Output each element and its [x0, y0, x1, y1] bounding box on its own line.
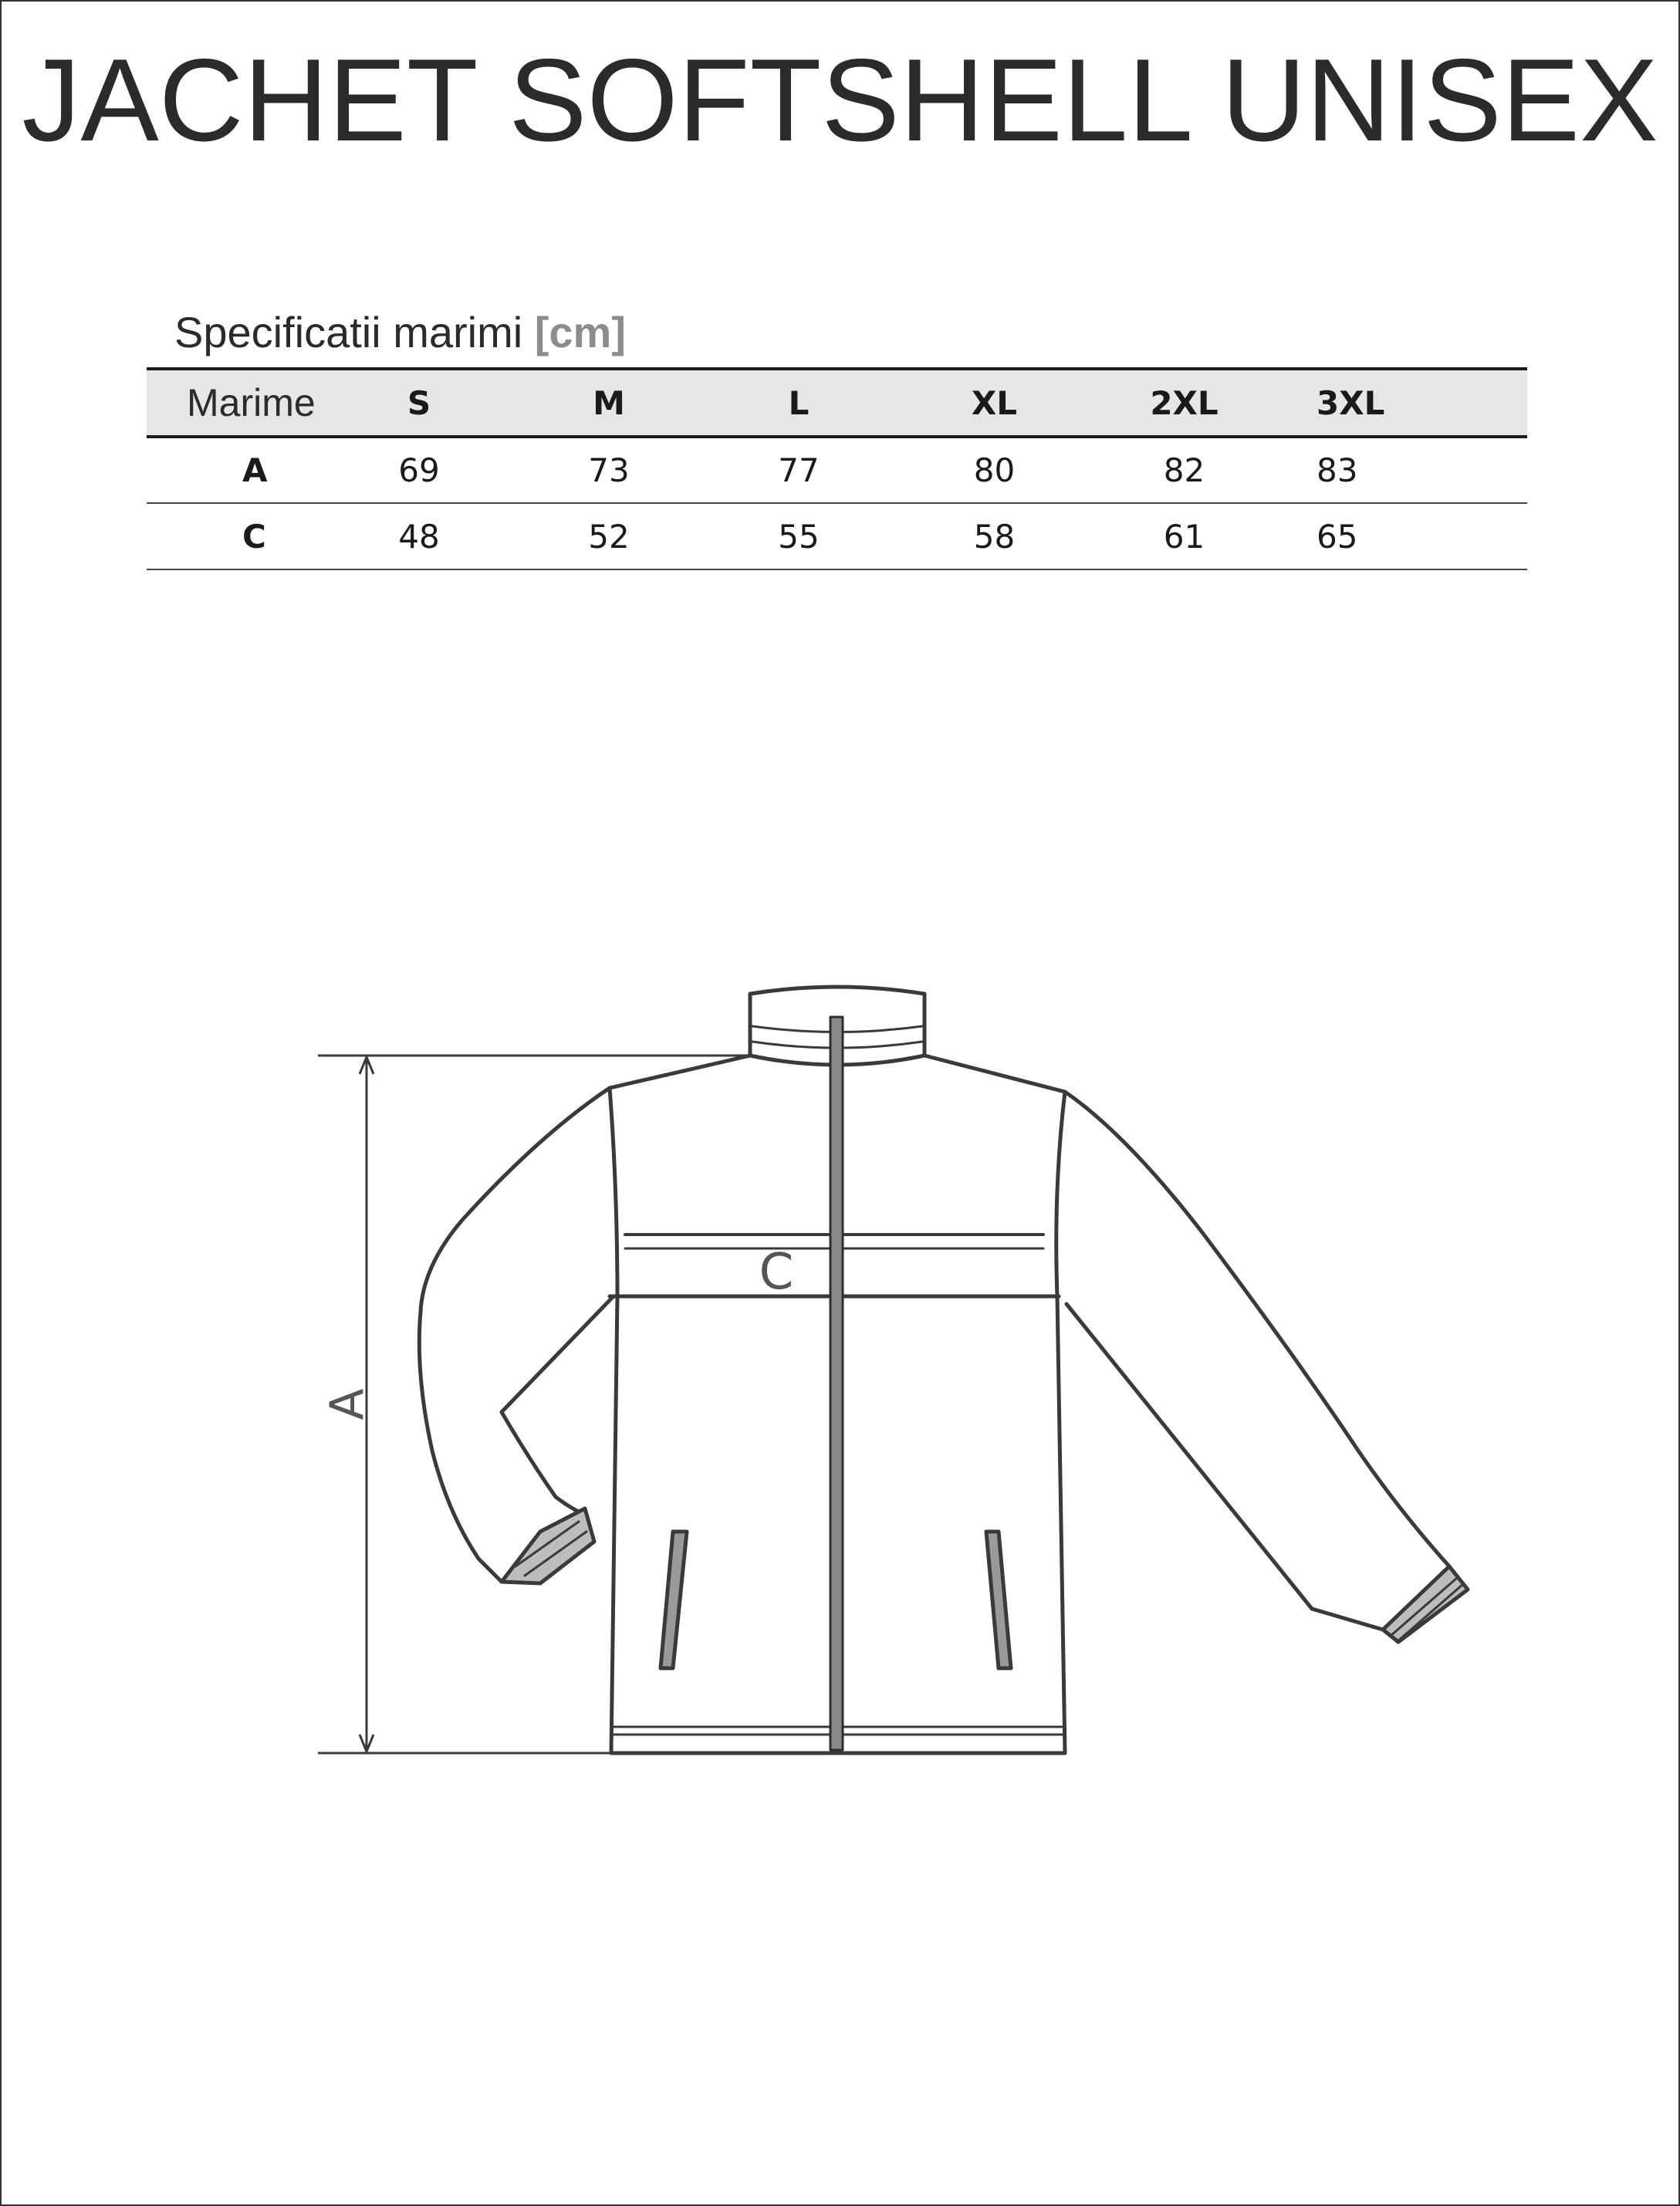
table-cell: 65 — [1317, 517, 1358, 556]
header-size: XL — [971, 383, 1018, 422]
left-shoulder — [610, 1056, 750, 1088]
caption-unit: [cm] — [534, 308, 626, 356]
table-header-row — [147, 369, 1527, 437]
table-cell: 61 — [1163, 517, 1205, 556]
row-label-c: C — [242, 517, 266, 556]
jacket-diagram — [0, 926, 1680, 1887]
header-size: 3XL — [1317, 383, 1385, 422]
table-cell: 82 — [1163, 451, 1205, 489]
header-size: 2XL — [1150, 383, 1219, 422]
header-size: S — [407, 383, 431, 422]
size-table — [147, 367, 1527, 570]
body-right-side — [1056, 1092, 1065, 1753]
header-marime: Marime — [187, 381, 316, 424]
table-cell: 83 — [1317, 451, 1358, 489]
right-sleeve — [1065, 1092, 1449, 1566]
left-cuff — [502, 1508, 594, 1583]
page-title: JACHET SOFTSHELL UNISEX — [22, 35, 1658, 166]
table-cell: 80 — [973, 451, 1016, 489]
right-shoulder — [925, 1056, 1065, 1092]
table-cell: 77 — [778, 451, 820, 489]
label-a: A — [320, 1388, 374, 1421]
measure-a — [318, 1056, 750, 1753]
right-sleeve-inner — [1066, 1304, 1383, 1630]
row-label-a: A — [242, 451, 268, 489]
table-caption — [174, 307, 626, 357]
table-row — [147, 503, 1527, 569]
table-cell: 55 — [778, 517, 820, 556]
right-pocket — [986, 1532, 1011, 1668]
table-cell: 73 — [588, 451, 630, 489]
header-size: L — [788, 383, 810, 422]
left-pocket — [661, 1532, 687, 1668]
table-cell: 52 — [588, 517, 630, 556]
table-cell: 58 — [973, 517, 1016, 556]
zipper — [830, 1017, 843, 1750]
jacket-drawing — [0, 926, 1680, 1883]
table-row — [147, 437, 1527, 503]
body-left-side — [610, 1088, 617, 1753]
left-sleeve-inner — [502, 1296, 614, 1512]
table-cell: 69 — [398, 451, 440, 489]
left-sleeve — [419, 1088, 610, 1582]
label-c: C — [759, 1244, 794, 1301]
caption-text: Specificatii marimi — [174, 308, 523, 356]
table-cell: 48 — [398, 517, 440, 556]
header-size: M — [593, 383, 625, 422]
